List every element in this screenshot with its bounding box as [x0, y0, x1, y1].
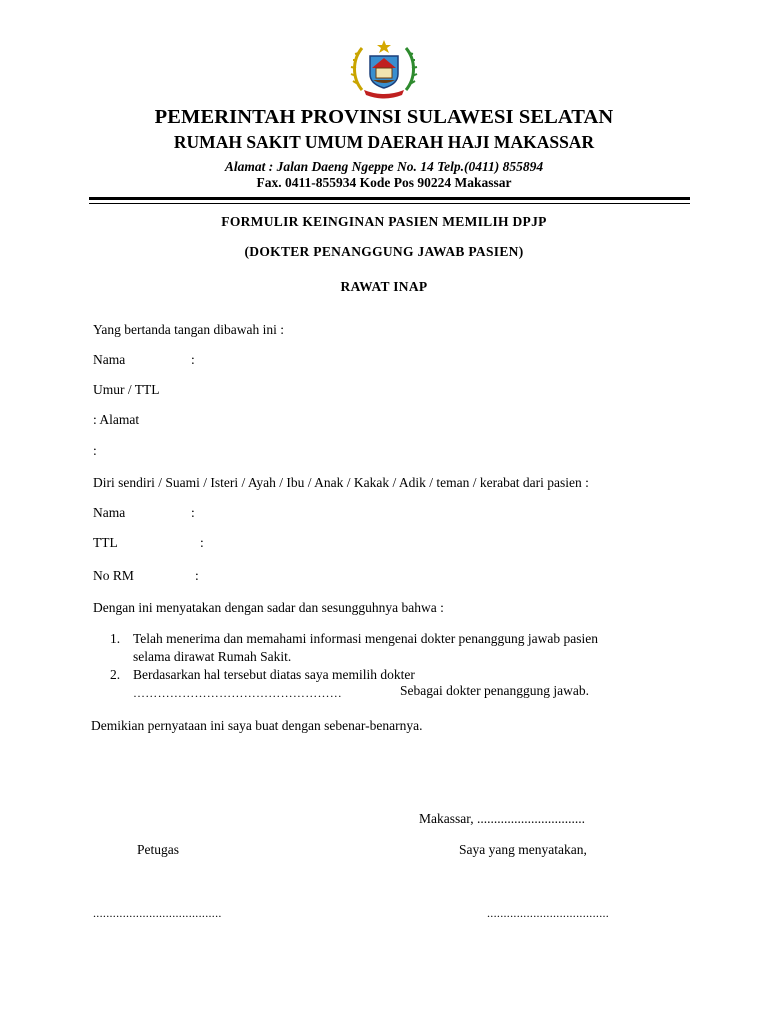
item1-text-line1: Telah menerima dan memahami informasi mengenai dokter penanggung jawab pasien: [133, 631, 599, 646]
ttl-label: TTL: [93, 535, 118, 550]
header-hospital-name: RUMAH SAKIT UMUM DAERAH HAJI MAKASSAR: [173, 132, 595, 152]
ttl-colon: :: [200, 535, 204, 550]
item2-text-tail: Sebagai dokter penanggung jawab.: [400, 683, 589, 698]
item1-number: 1.: [110, 631, 121, 646]
form-type: RAWAT INAP: [340, 279, 428, 294]
provincial-emblem-logo: [348, 38, 420, 100]
signature-declarer-label: Saya yang menyatakan,: [459, 842, 587, 857]
no-rm-colon: :: [195, 568, 199, 583]
lone-colon: :: [93, 443, 97, 458]
header-address: Alamat : Jalan Daeng Ngeppe No. 14 Telp.(0411) 855894: [224, 159, 544, 174]
alamat-label: : Alamat: [93, 412, 140, 427]
signature-place-date: Makassar, ................................: [419, 811, 585, 826]
nama2-colon: :: [191, 505, 195, 520]
nama2-label: Nama: [93, 505, 126, 520]
statement-text: Dengan ini menyatakan dengan sadar dan sesungguhnya bahwa :: [93, 600, 444, 615]
no-rm-label: No RM: [93, 568, 134, 583]
relation-text: Diri sendiri / Suami / Isteri / Ayah / Ibu / Anak / Kakak / Adik / teman / kerabat dari pasien :: [93, 475, 589, 490]
item2-doctor-blank: ……………………………………………: [133, 686, 343, 700]
nama-label: Nama: [93, 352, 126, 367]
signature-line-right: .....................................: [487, 906, 610, 920]
nama-colon: :: [191, 352, 195, 367]
header-divider-thick: [89, 197, 690, 200]
item2-number: 2.: [110, 667, 121, 682]
header-government-name: PEMERINTAH PROVINSI SULAWESI SELATAN: [154, 106, 614, 128]
signature-line-left: .......................................: [93, 906, 222, 920]
umur-ttl-label: Umur / TTL: [93, 382, 160, 397]
header-fax: Fax. 0411-855934 Kode Pos 90224 Makassar: [256, 175, 512, 190]
closing-text: Demikian pernyataan ini saya buat dengan sebenar-benarnya.: [91, 718, 423, 733]
header-divider-thin: [89, 203, 690, 204]
item1-text-line2: selama dirawat Rumah Sakit.: [133, 649, 292, 664]
form-title: FORMULIR KEINGINAN PASIEN MEMILIH DPJP: [221, 214, 547, 229]
form-subtitle: (DOKTER PENANGGUNG JAWAB PASIEN): [244, 244, 524, 259]
item2-text-line1: Berdasarkan hal tersebut diatas saya memilih dokter: [133, 667, 415, 682]
intro-text: Yang bertanda tangan dibawah ini :: [93, 322, 284, 337]
signature-petugas-label: Petugas: [137, 842, 179, 857]
